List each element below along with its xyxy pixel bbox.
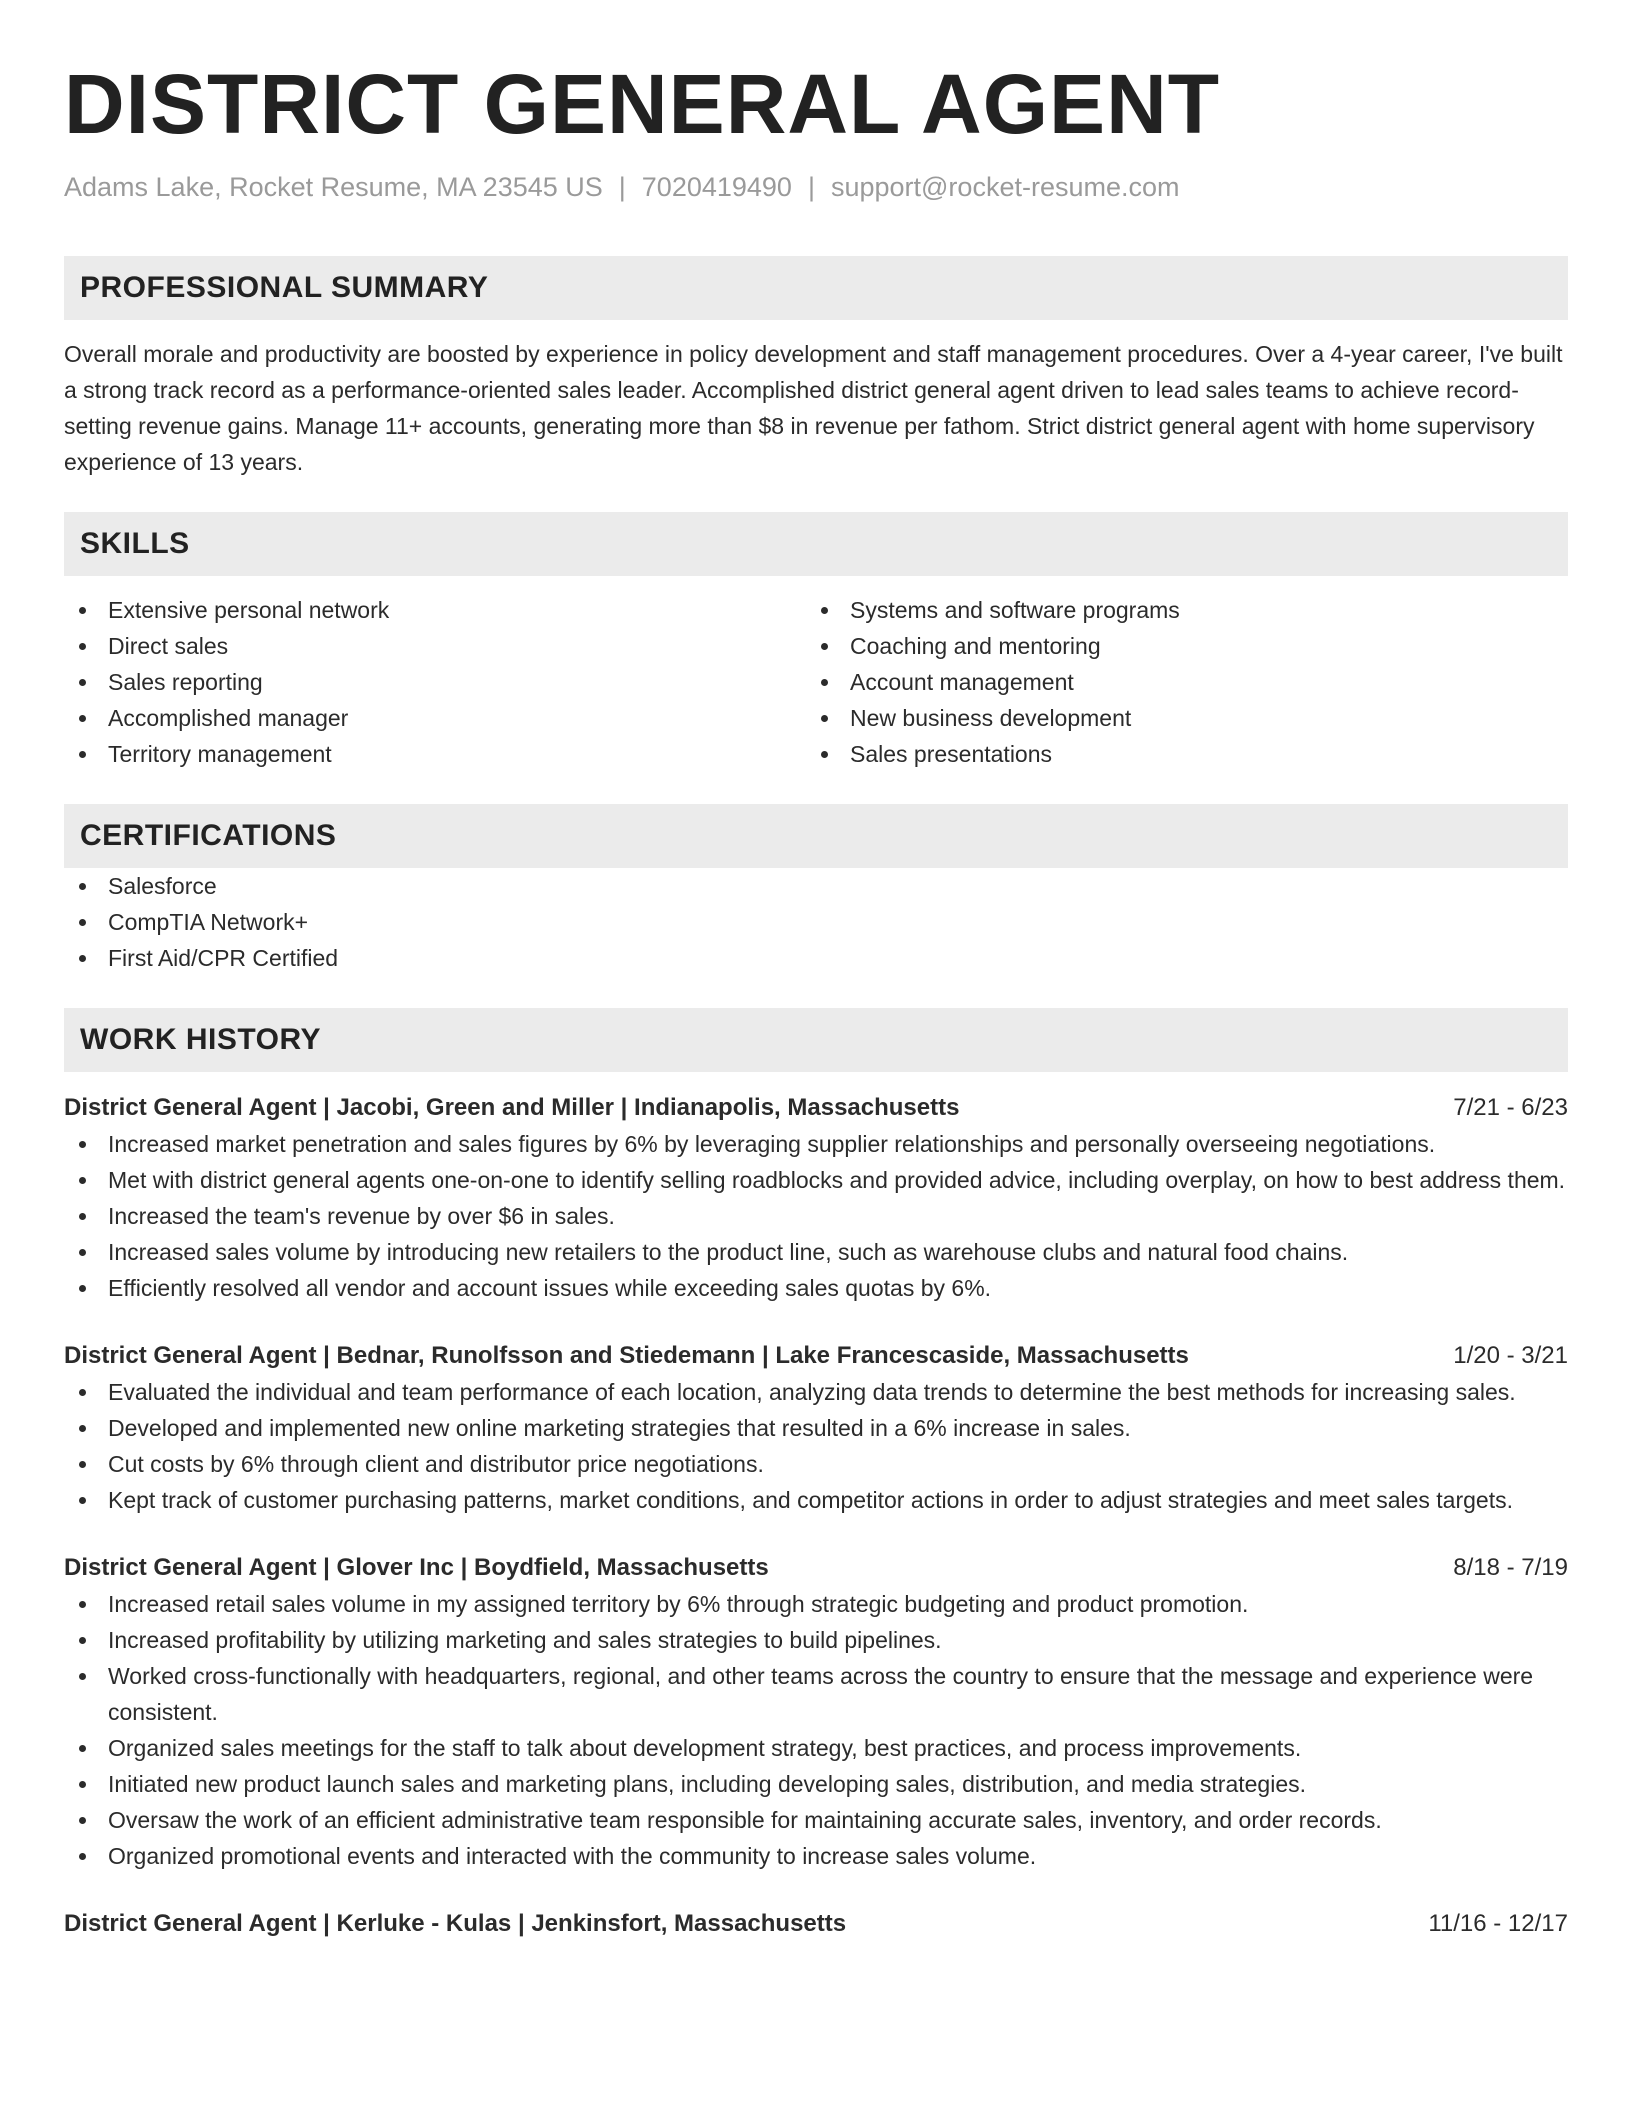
section-heading-summary: PROFESSIONAL SUMMARY	[64, 256, 1568, 320]
job-header	[64, 1550, 1568, 1586]
skill-item: Account management	[806, 664, 1548, 700]
job-dates: 11/16 - 12/17	[1428, 1910, 1568, 1937]
job-bullet: Evaluated the individual and team performance of each location, analyzing data trends to determine the best methods for increasing sales.	[64, 1374, 1568, 1410]
section-heading-certifications: CERTIFICATIONS	[64, 804, 1568, 868]
job-header	[64, 1090, 1568, 1126]
skill-item: Systems and software programs	[806, 592, 1548, 628]
contact-separator: |	[807, 172, 815, 202]
skill-item: Territory management	[64, 736, 806, 772]
job-bullet: Increased retail sales volume in my assigned territory by 6% through strategic budgeting and product promotion.	[64, 1586, 1568, 1622]
contact-address: Adams Lake, Rocket Resume, MA 23545 US	[64, 172, 603, 202]
job-bullet: Increased profitability by utilizing marketing and sales strategies to build pipelines.	[64, 1622, 1568, 1658]
job-bullet: Oversaw the work of an efficient administrative team responsible for maintaining accurate sales, inventory, and order records.	[64, 1802, 1568, 1838]
skill-item: New business development	[806, 700, 1548, 736]
skill-item: Extensive personal network	[64, 592, 806, 628]
job-entry	[64, 1550, 1568, 1874]
job-dates: 7/21 - 6/23	[1453, 1094, 1568, 1121]
job-bullet: Worked cross-functionally with headquarters, regional, and other teams across the country to ensure that the message and experience were consistent.	[64, 1658, 1568, 1730]
skill-item: Sales presentations	[806, 736, 1548, 772]
contact-email[interactable]: support@rocket-resume.com	[830, 172, 1180, 202]
certification-item: First Aid/CPR Certified	[64, 940, 1568, 976]
skill-item: Direct sales	[64, 628, 806, 664]
job-bullet: Developed and implemented new online marketing strategies that resulted in a 6% increase in sales.	[64, 1410, 1568, 1446]
job-bullet: Organized promotional events and interacted with the community to increase sales volume.	[64, 1838, 1568, 1874]
job-bullet: Met with district general agents one-on-one to identify selling roadblocks and provided advice, including overplay, on how to best address them.	[64, 1162, 1568, 1198]
skills-grid	[64, 592, 1568, 772]
certifications-list	[64, 868, 1568, 976]
job-title: District General Agent | Bednar, Runolfsson and Stiedemann | Lake Francescaside, Massachusetts	[64, 1342, 1189, 1369]
certification-item: CompTIA Network+	[64, 904, 1568, 940]
job-bullet-list	[64, 1586, 1568, 1874]
section-heading-work-history: WORK HISTORY	[64, 1008, 1568, 1072]
job-title: District General Agent | Glover Inc | Boydfield, Massachusetts	[64, 1554, 769, 1581]
contact-line	[64, 170, 1568, 204]
job-dates: 8/18 - 7/19	[1453, 1554, 1568, 1581]
job-bullet: Organized sales meetings for the staff to talk about development strategy, best practices, and process improvements.	[64, 1730, 1568, 1766]
job-dates: 1/20 - 3/21	[1453, 1342, 1568, 1369]
contact-separator: |	[618, 172, 626, 202]
skill-item: Accomplished manager	[64, 700, 806, 736]
job-entry	[64, 1906, 1568, 1942]
certification-item: Salesforce	[64, 868, 1568, 904]
skills-column-left	[64, 592, 806, 772]
job-bullet: Efficiently resolved all vendor and account issues while exceeding sales quotas by 6%.	[64, 1270, 1568, 1306]
skill-item: Sales reporting	[64, 664, 806, 700]
job-title: District General Agent | Kerluke - Kulas | Jenkinsfort, Massachusetts	[64, 1910, 847, 1937]
job-title: District General Agent | Jacobi, Green and Miller | Indianapolis, Massachusetts	[64, 1094, 960, 1121]
resume-page	[64, 0, 1568, 1942]
job-bullet: Initiated new product launch sales and marketing plans, including developing sales, distribution, and media strategies.	[64, 1766, 1568, 1802]
job-bullet: Kept track of customer purchasing patterns, market conditions, and competitor actions in order to adjust strategies and meet sales targets.	[64, 1482, 1568, 1518]
skills-list-left	[64, 592, 806, 772]
section-heading-skills: SKILLS	[64, 512, 1568, 576]
job-entry	[64, 1090, 1568, 1306]
skill-item: Coaching and mentoring	[806, 628, 1548, 664]
job-bullet: Cut costs by 6% through client and distributor price negotiations.	[64, 1446, 1568, 1482]
job-header	[64, 1906, 1568, 1942]
skills-column-right	[806, 592, 1548, 772]
skills-list-right	[806, 592, 1548, 772]
job-header	[64, 1338, 1568, 1374]
contact-phone[interactable]: 7020419490	[641, 172, 792, 202]
job-bullet: Increased the team's revenue by over $6 in sales.	[64, 1198, 1568, 1234]
summary-paragraph: Overall morale and productivity are boosted by experience in policy development and staff management procedures. Over a 4-year career, I've built a strong track record as a performance-oriented sales leader. Accomplished district general agent driven to lead sales teams to achieve record-setting revenue gains. Manage 11+ accounts, generating more than $8 in revenue per fathom. Strict district general agent with home supervisory experience of 13 years.	[64, 341, 1563, 475]
job-bullet: Increased market penetration and sales figures by 6% by leveraging supplier relationships and personally overseeing negotiations.	[64, 1126, 1568, 1162]
job-entry	[64, 1338, 1568, 1518]
resume-title: DISTRICT GENERAL AGENT	[64, 57, 1221, 151]
job-bullet-list	[64, 1126, 1568, 1306]
job-bullet: Increased sales volume by introducing new retailers to the product line, such as warehouse clubs and natural food chains.	[64, 1234, 1568, 1270]
job-bullet-list	[64, 1374, 1568, 1518]
